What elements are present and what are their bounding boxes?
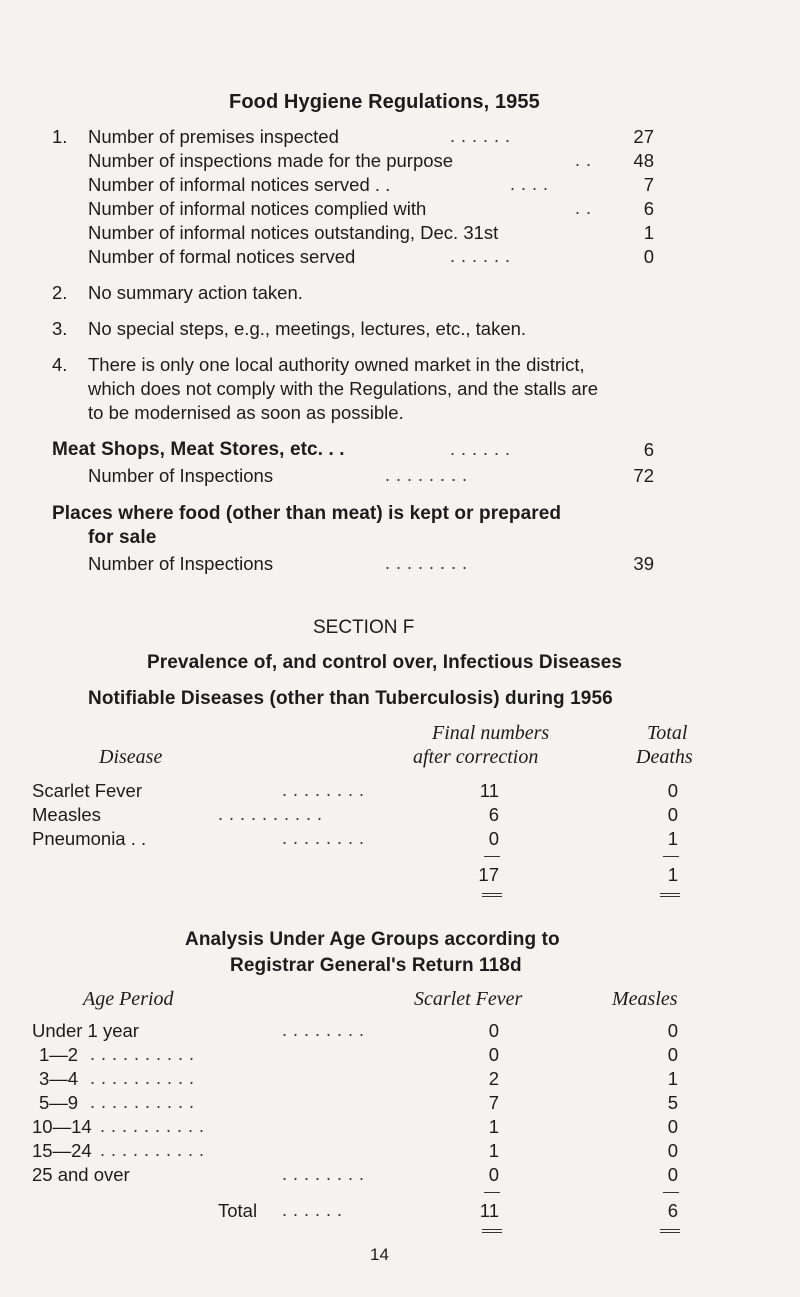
table-total-label: Total (218, 1200, 258, 1221)
table-row-measles: 0 (667, 1164, 678, 1185)
total-double-rule (482, 893, 502, 894)
table-row-deaths: 1 (667, 828, 678, 849)
places-food-inspections-value: 39 (633, 553, 654, 574)
table-row-scarlet: 1 (488, 1140, 499, 1161)
places-food-inspections-dots: . . . . . . . . (385, 553, 468, 573)
total-double-rule (660, 893, 680, 894)
age-analysis-title: Analysis Under Age Groups according to (185, 929, 560, 950)
page-number: 14 (370, 1245, 389, 1264)
table-row-dots: . . . . . . . . . . (100, 1140, 205, 1160)
section-f-title: SECTION F (313, 617, 415, 638)
meat-shops-inspections-dots: . . . . . . . . (385, 465, 468, 485)
item-4-line: which does not comply with the Regulations, and the stalls are (88, 378, 599, 399)
item-1-row-value: 1 (643, 222, 654, 243)
table-row-measles: 0 (667, 1020, 678, 1041)
table-row-scarlet: 0 (488, 1164, 499, 1185)
subtotal-rule (663, 1192, 679, 1193)
section-f-subtitle: Prevalence of, and control over, Infectious Diseases (147, 652, 623, 673)
item-1-number: 1. (52, 126, 68, 147)
table-row-scarlet: 0 (488, 1044, 499, 1065)
table-row-measles: 5 (667, 1092, 678, 1113)
item-1-row-label: Number of premises inspected (88, 126, 339, 147)
item-1-row-dots: . . . . . . (450, 246, 511, 266)
table-row-measles: 1 (667, 1068, 678, 1089)
section-f-subtitle-2: Notifiable Diseases (other than Tuberculosis) during 1956 (88, 688, 613, 709)
item-1-row-value: 0 (643, 246, 654, 267)
table-row-age: 1—2 (39, 1044, 79, 1065)
table-row-age: 25 and over (32, 1164, 130, 1185)
food-hygiene-title: Food Hygiene Regulations, 1955 (229, 91, 540, 113)
table-total-scarlet: 11 (479, 1200, 499, 1221)
meat-shops-inspections-label: Number of Inspections (88, 465, 274, 486)
table-row-scarlet: 0 (488, 1020, 499, 1041)
total-double-rule (482, 1229, 502, 1230)
table-row-scarlet: 2 (488, 1068, 499, 1089)
table-row-final: 0 (488, 828, 499, 849)
table-row-scarlet: 7 (488, 1092, 499, 1113)
places-food-heading-cont: for sale (88, 527, 157, 548)
item-4-line: to be modernised as soon as possible. (88, 402, 404, 423)
total-double-rule (482, 1232, 502, 1233)
item-1-row-dots: . . . . (510, 174, 549, 194)
table-row-dots: . . . . . . . . . . (100, 1116, 205, 1136)
table-row-measles: 0 (667, 1140, 678, 1161)
col-header-final-numbers: Final numbers (432, 722, 550, 744)
table-row-age: 3—4 (39, 1068, 79, 1089)
item-2-number: 2. (52, 282, 68, 303)
meat-shops-heading-dots: . . . . . . (450, 439, 511, 459)
table-row-disease: Measles (32, 804, 101, 825)
subtotal-rule (663, 856, 679, 857)
table-row-dots: . . . . . . . . . . (218, 804, 323, 824)
total-double-rule (660, 896, 680, 897)
item-1-row-dots: . . (575, 150, 592, 170)
subtotal-rule (484, 856, 500, 857)
table-row-dots: . . . . . . . . . . (90, 1044, 195, 1064)
table-row-age: 10—14 (32, 1116, 92, 1137)
table-row-age: 5—9 (39, 1092, 79, 1113)
table-row-final: 11 (479, 780, 499, 801)
meat-shops-inspections-value: 72 (633, 465, 654, 486)
col-header-age-period: Age Period (83, 988, 174, 1010)
item-2-text: No summary action taken. (88, 282, 303, 303)
item-1-row-value: 7 (643, 174, 654, 195)
table-row-age: 15—24 (32, 1140, 92, 1161)
item-1-row-dots: . . . . . . (450, 126, 511, 146)
col-header-measles: Measles (612, 988, 678, 1010)
table-row-disease: Scarlet Fever (32, 780, 143, 801)
item-3-number: 3. (52, 318, 68, 339)
table-row-deaths: 0 (667, 780, 678, 801)
meat-shops-heading: Meat Shops, Meat Stores, etc. . . (52, 439, 345, 460)
item-1-row-label: Number of formal notices served (88, 246, 356, 267)
table-row-dots: . . . . . . . . . . (90, 1068, 195, 1088)
table-row-deaths: 0 (667, 804, 678, 825)
subtotal-rule (484, 1192, 500, 1193)
item-1-row-label: Number of inspections made for the purpose (88, 150, 454, 171)
table-total-final: 17 (478, 864, 499, 885)
total-double-rule (660, 1232, 680, 1233)
col-header-total: Total (647, 722, 688, 744)
table-row-dots: . . . . . . . . (282, 1020, 365, 1040)
item-1-row-label: Number of informal notices served . . (88, 174, 391, 195)
item-1-row-value: 6 (643, 198, 654, 219)
col-header-after-correction: after correction (413, 746, 539, 768)
meat-shops-heading-value: 6 (643, 439, 654, 460)
item-1-row-dots: . . (575, 198, 592, 218)
table-row-dots: . . . . . . . . (282, 828, 365, 848)
places-food-inspections-label: Number of Inspections (88, 553, 274, 574)
table-row-dots: . . . . . . . . (282, 780, 365, 800)
table-total-deaths: 1 (667, 864, 678, 885)
table-total-measles: 6 (667, 1200, 678, 1221)
table-row-dots: . . . . . . . . (282, 1164, 365, 1184)
item-1-row-value: 27 (633, 126, 654, 147)
col-header-deaths: Deaths (636, 746, 693, 768)
total-double-rule (482, 896, 502, 897)
table-row-age: Under 1 year (32, 1020, 139, 1041)
places-food-heading: Places where food (other than meat) is kept or prepared (52, 503, 562, 524)
item-4-line: There is only one local authority owned market in the district, (88, 354, 585, 375)
item-1-row-value: 48 (633, 150, 654, 171)
col-header-disease: Disease (99, 746, 163, 768)
table-row-final: 6 (488, 804, 499, 825)
table-row-disease: Pneumonia . . (32, 828, 147, 849)
item-4-number: 4. (52, 354, 68, 375)
item-1-row-label: Number of informal notices outstanding, Dec. 31st (88, 222, 499, 243)
total-double-rule (660, 1229, 680, 1230)
item-1-row-label: Number of informal notices complied with (88, 198, 427, 219)
table-row-measles: 0 (667, 1116, 678, 1137)
age-analysis-title-2: Registrar General's Return 118d (230, 955, 522, 976)
item-3-text: No special steps, e.g., meetings, lectures, etc., taken. (88, 318, 527, 339)
table-row-scarlet: 1 (488, 1116, 499, 1137)
table-row-measles: 0 (667, 1044, 678, 1065)
table-total-dots: . . . . . . (282, 1200, 343, 1220)
table-row-dots: . . . . . . . . . . (90, 1092, 195, 1112)
col-header-scarlet-fever: Scarlet Fever (414, 988, 523, 1010)
